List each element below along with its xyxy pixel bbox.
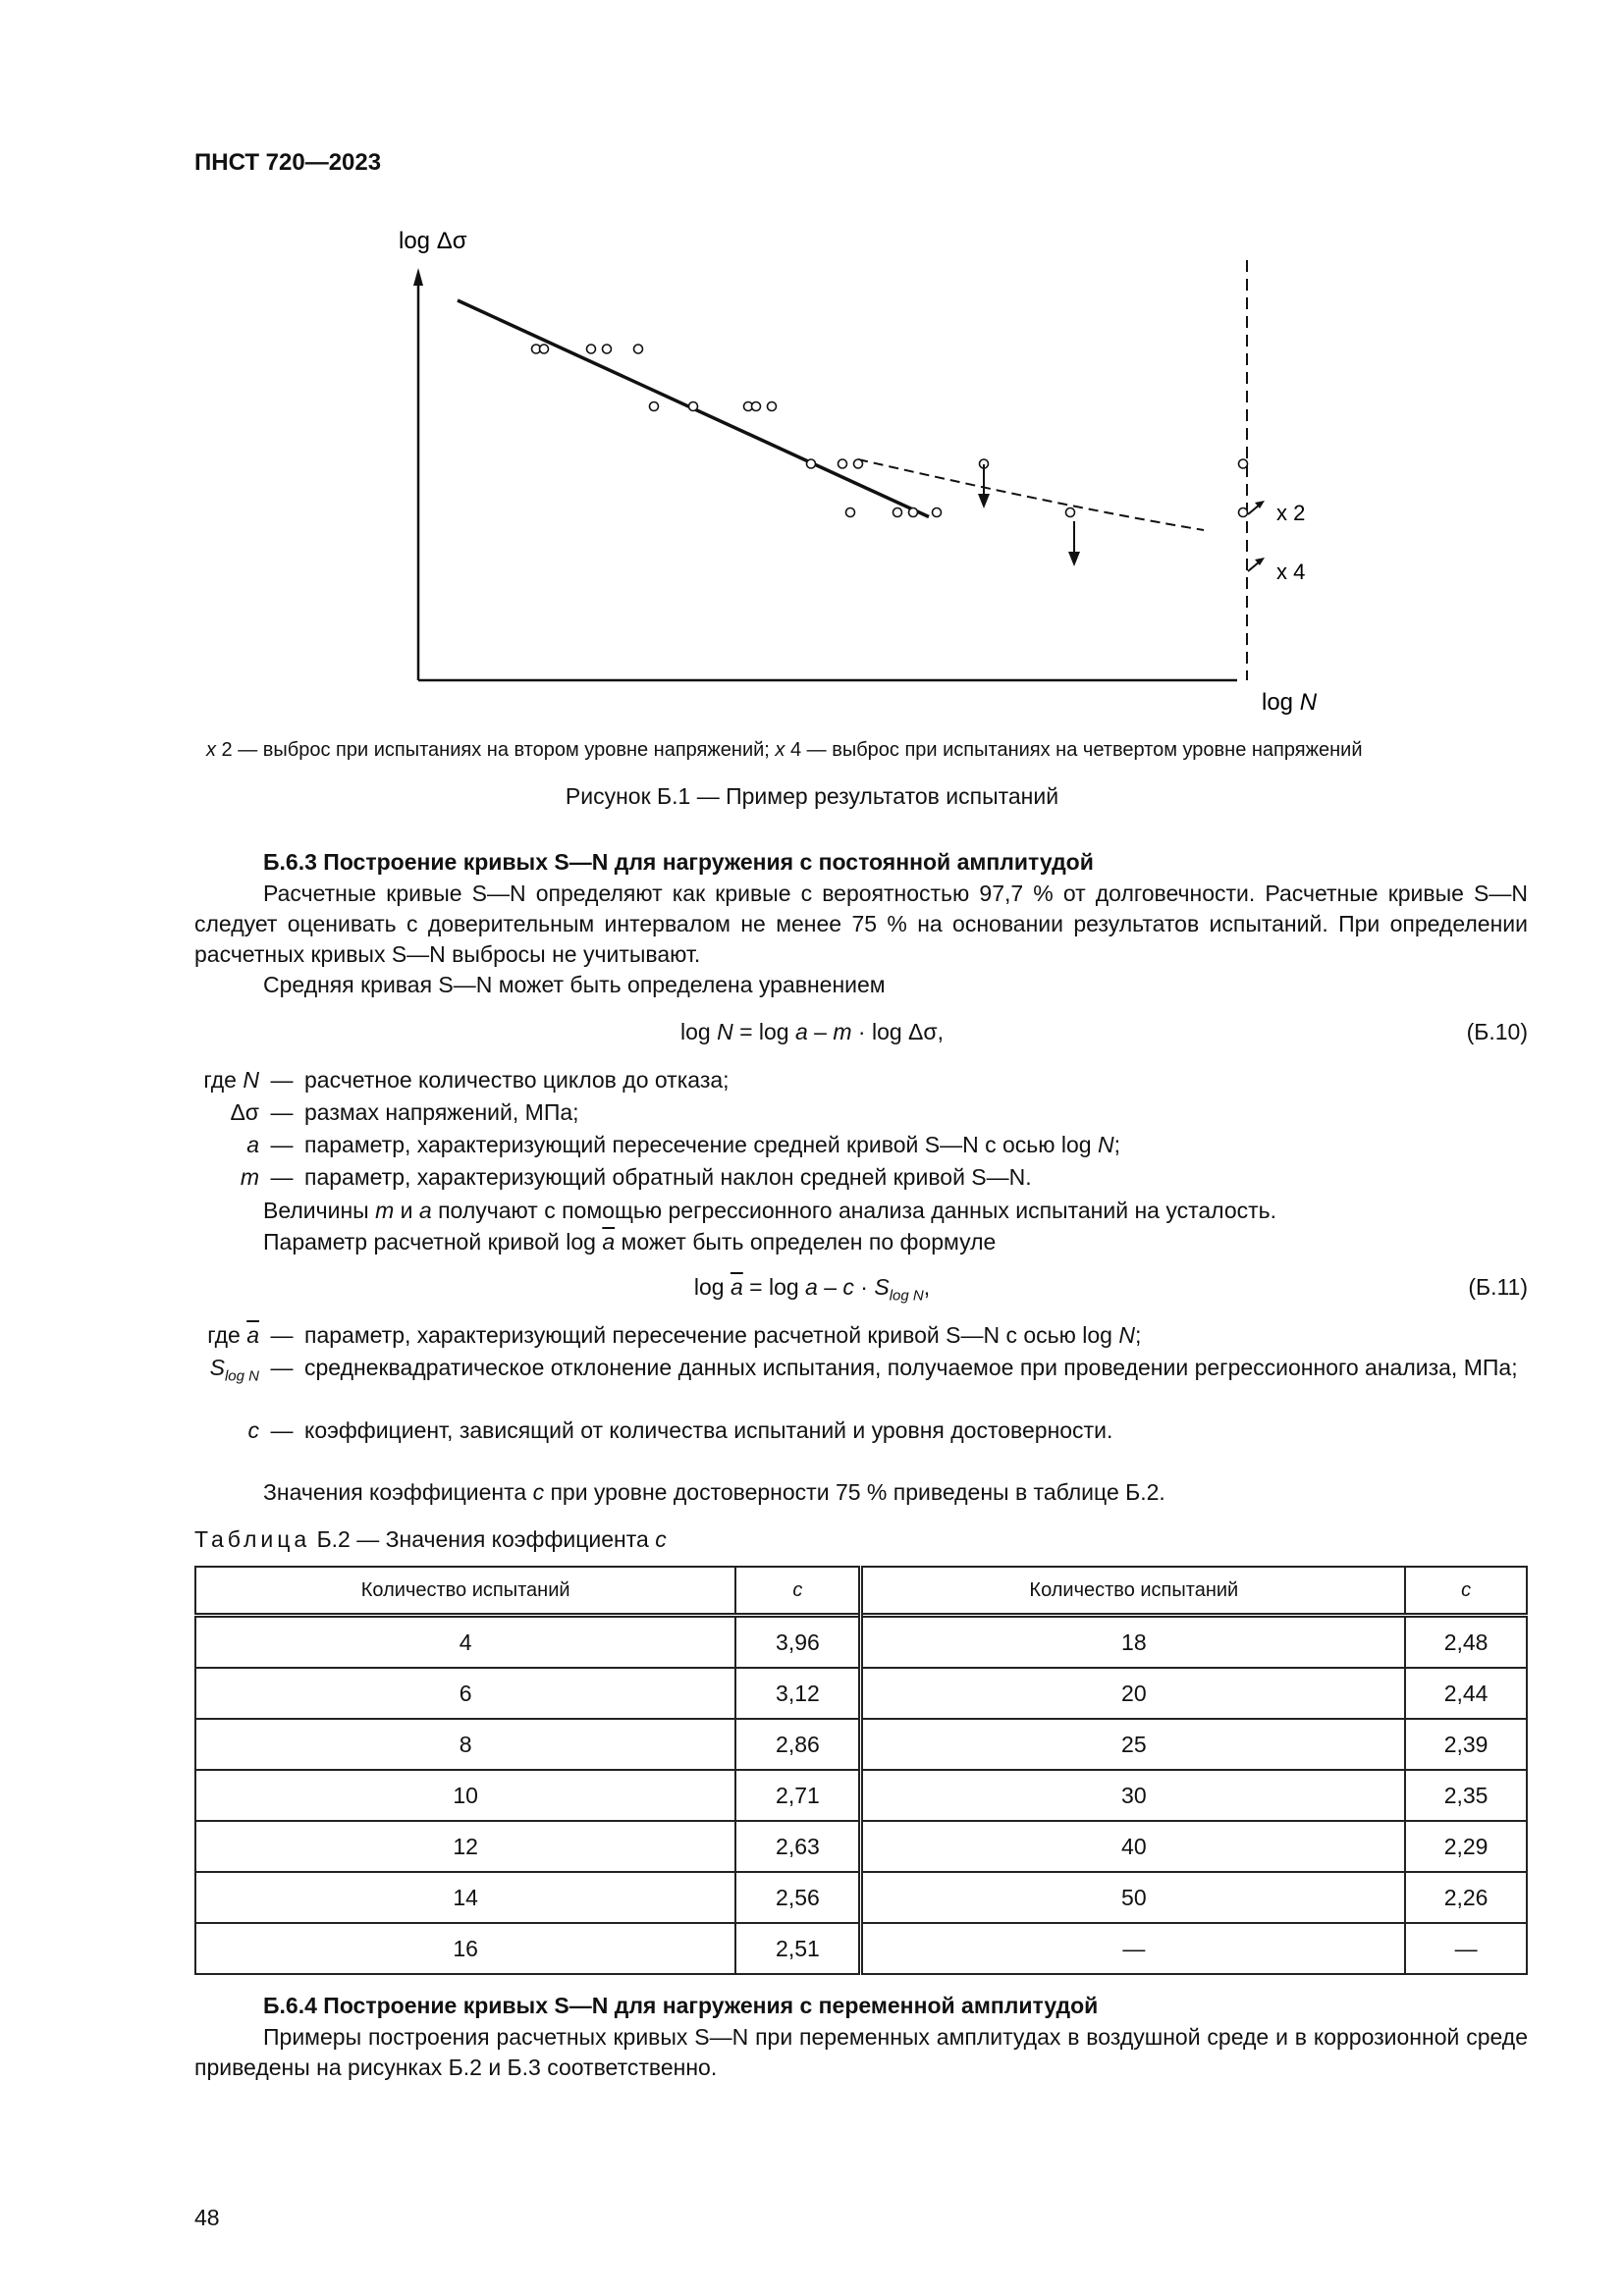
table-row — [195, 1872, 1527, 1923]
table-caption: Таблица Б.2 — Значения коэффициента c — [194, 1526, 667, 1552]
fatigue-point — [689, 402, 698, 411]
fatigue-point — [846, 508, 855, 517]
definition-m: m — параметр, характеризующий обратный наклон средней кривой S—N. — [240, 1164, 1032, 1190]
table-cell: 50 — [861, 1872, 1405, 1923]
table-cell: 40 — [861, 1821, 1405, 1872]
table-cell: 8 — [195, 1719, 735, 1770]
page-number: 48 — [194, 2205, 220, 2230]
table-cell: 6 — [195, 1668, 735, 1719]
formula-b10: log N = log a – m · log Δσ, — [679, 1019, 945, 1044]
coefficient-table — [194, 1566, 1528, 1975]
definition-delta-sigma: Δσ — размах напряжений, МПа; — [230, 1099, 579, 1125]
formula-b11-number: (Б.11) — [1468, 1274, 1528, 1300]
table-cell: 14 — [195, 1872, 735, 1923]
table-cell: 2,39 — [1405, 1719, 1527, 1770]
table-cell: — — [861, 1923, 1405, 1974]
table-cell: 2,48 — [1405, 1616, 1527, 1669]
y-axis-arrow — [413, 268, 423, 286]
fatigue-point — [909, 508, 918, 517]
section-b63-title: Б.6.3 Построение кривых S—N для нагружения с постоянной амплитудой — [263, 849, 1094, 875]
table-cell: 16 — [195, 1923, 735, 1974]
fatigue-point — [807, 459, 816, 468]
table-row — [195, 1821, 1527, 1872]
table-cell: 2,63 — [735, 1821, 861, 1872]
runout-label-x4: x 4 — [1276, 560, 1306, 584]
fatigue-point — [650, 402, 659, 411]
fatigue-point — [587, 345, 596, 353]
fatigue-point — [854, 459, 863, 468]
table-cell: 2,26 — [1405, 1872, 1527, 1923]
fatigue-point — [634, 345, 643, 353]
fatigue-point — [839, 459, 847, 468]
definition-a: a — параметр, характеризующий пересечение средней кривой S—N с осью log N; — [246, 1132, 1120, 1157]
table-cell: 4 — [195, 1616, 735, 1669]
header-test-count: Количество испытаний — [195, 1567, 735, 1616]
table-row — [195, 1923, 1527, 1974]
fatigue-point — [768, 402, 777, 411]
figure-caption: Рисунок Б.1 — Пример результатов испытаний — [565, 783, 1059, 809]
definitions-b11 — [194, 1320, 1528, 1448]
sn-curve-figure — [373, 221, 1355, 721]
table-cell: 3,96 — [735, 1616, 861, 1669]
paragraph-c-values: Значения коэффициента c при уровне достоверности 75 % приведены в таблице Б.2. — [263, 1479, 1165, 1505]
document-header: ПНСТ 720—2023 — [194, 149, 382, 176]
table-cell: 25 — [861, 1719, 1405, 1770]
table-cell: 2,44 — [1405, 1668, 1527, 1719]
runout-truncation-point — [1239, 508, 1248, 517]
fatigue-point — [933, 508, 942, 517]
table-cell: 10 — [195, 1770, 735, 1821]
table-cell: 2,35 — [1405, 1770, 1527, 1821]
definitions-b10 — [194, 1065, 1528, 1195]
table-row — [195, 1668, 1527, 1719]
header-c: c — [1405, 1567, 1527, 1616]
table-cell: 30 — [861, 1770, 1405, 1821]
x-axis-label: log N — [1262, 689, 1318, 716]
definition-a-bar: где $\overline{a}$ — параметр, характеризующий пересечение расчетной кривой S—N с осью log N; — [207, 1322, 1142, 1348]
definition-N: где N — расчетное количество циклов до отказа; — [203, 1067, 730, 1093]
table-header-row — [195, 1567, 1527, 1616]
table-row — [195, 1770, 1527, 1821]
figure-legend: x 2 — выброс при испытаниях на втором уровне напряжений; x 4 — выброс при испытаниях на четвертом уровне напряжений — [206, 739, 1363, 761]
table-row — [195, 1616, 1527, 1669]
formula-b10-number: (Б.10) — [1466, 1019, 1528, 1044]
section-b64-title: Б.6.4 Построение кривых S—N для нагружения с переменной амплитудой — [263, 1993, 1099, 2018]
section-b63-paragraph-2: Средняя кривая S—N может быть определена уравнением — [263, 972, 886, 997]
y-axis-label: log Δσ — [399, 228, 467, 254]
table-cell: 3,12 — [735, 1668, 861, 1719]
fatigue-point — [540, 345, 549, 353]
runout-truncation-point — [1239, 459, 1248, 468]
fatigue-point — [752, 402, 761, 411]
table-cell: 2,56 — [735, 1872, 861, 1923]
header-c: c — [735, 1567, 861, 1616]
table-cell: 18 — [861, 1616, 1405, 1669]
fatigue-point — [603, 345, 612, 353]
table-cell: 2,51 — [735, 1923, 861, 1974]
paragraph-design-parameter: Параметр расчетной кривой $\log \overline{a}$ может быть определен по формуле — [263, 1229, 997, 1255]
paragraph-m-a-values: Величины m и a получают с помощью регрессионного анализа данных испытаний на усталость. — [263, 1198, 1277, 1223]
section-b63-paragraph-1: Расчетные кривые S—N определяют как кривые с вероятностью 97,7 % от долговечности. Расчетные кривые S—N следует оценивать с доверительным интервалом не менее 75 % на основании результатов испытаний. При определении расчетных кривых S—N выбросы не учитывают. — [194, 881, 1528, 967]
table-row — [195, 1719, 1527, 1770]
fatigue-point — [893, 508, 902, 517]
section-b64-paragraph: Примеры построения расчетных кривых S—N при переменных амплитудах в воздушной среде и в коррозионной среде приведены на рисунках Б.2 и Б.3 соответственно. — [194, 2024, 1528, 2080]
table-cell: 2,86 — [735, 1719, 861, 1770]
runout-point — [1066, 508, 1075, 517]
table-cell: 20 — [861, 1668, 1405, 1719]
definition-c: c — коэффициент, зависящий от количества испытаний и уровня достоверности. — [247, 1417, 1113, 1443]
header-test-count: Количество испытаний — [861, 1567, 1405, 1616]
design-curve-dashed — [858, 459, 1204, 530]
runout-arrow-1-head — [978, 494, 990, 508]
table-cell: — — [1405, 1923, 1527, 1974]
definition-s-log-n: $S_{log N}$ — среднеквадратическое отклонение данных испытания, получаемое при проведении регрессионного анализа, МПа; — [209, 1355, 1518, 1385]
runout-label-x2: x 2 — [1276, 501, 1306, 525]
table-cell: 12 — [195, 1821, 735, 1872]
data-points — [532, 345, 1248, 517]
table-cell: 2,71 — [735, 1770, 861, 1821]
runout-arrow-2-head — [1068, 552, 1080, 566]
formula-b11: $\log \overline{a} = \log a - c \cdot S_{log N}$, — [693, 1274, 931, 1305]
table-cell: 2,29 — [1405, 1821, 1527, 1872]
